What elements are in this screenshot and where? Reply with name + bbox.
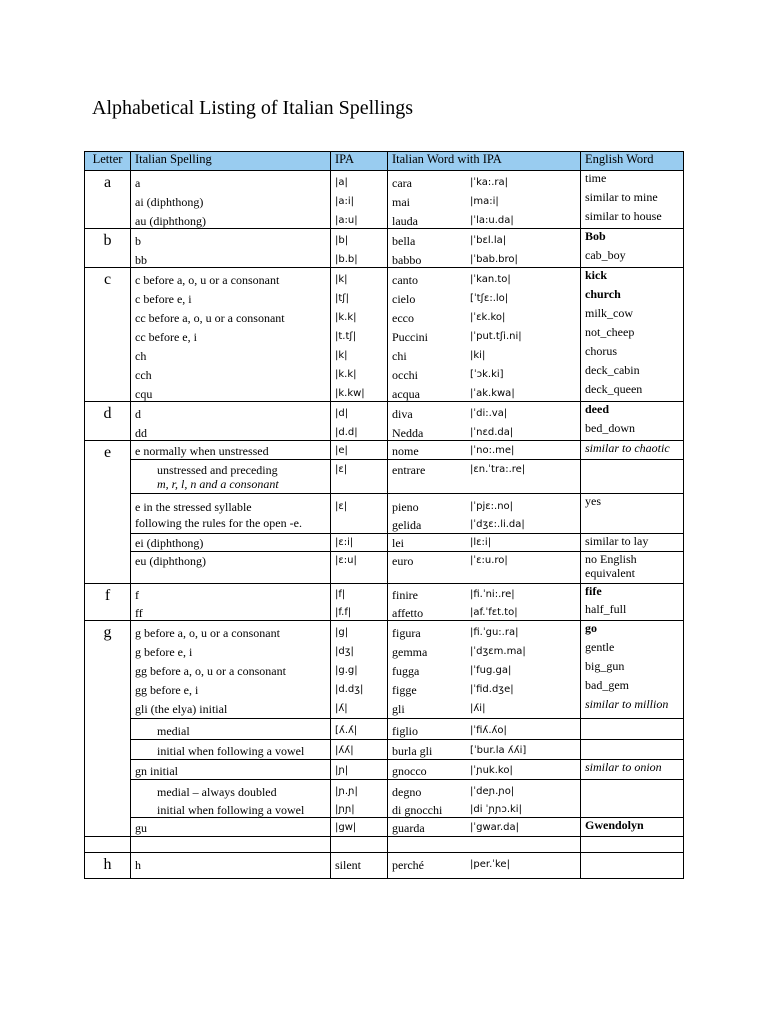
english-cell — [581, 760, 684, 780]
ipa-cell — [331, 494, 388, 534]
spelling-cell — [131, 441, 331, 460]
ipa-cell — [331, 818, 388, 837]
letter-cell: h — [85, 853, 131, 879]
ipa-text: |a:u| — [335, 215, 358, 226]
word-ipa: |ˈɲuk.ko| — [470, 765, 513, 776]
english-word: milk_cow — [585, 306, 633, 320]
ipa-cell — [331, 460, 388, 494]
spelling-cell — [131, 229, 331, 268]
spelling-cell — [131, 740, 331, 760]
spelling-cell — [131, 402, 331, 441]
word-ipa-cell — [388, 853, 581, 879]
spelling-text: b — [135, 234, 141, 248]
word-ipa-cell — [388, 740, 581, 760]
italian-word: gelida — [392, 518, 422, 532]
english-word: similar to lay — [585, 534, 649, 548]
word-ipa-cell — [388, 441, 581, 460]
word-ipa: |ˈak.kwa| — [470, 388, 515, 399]
ipa-text: |k.k| — [335, 312, 357, 323]
italian-word: bella — [392, 234, 416, 248]
word-ipa-cell — [388, 780, 581, 818]
header-italian-word: Italian Word with IPA — [388, 152, 581, 171]
table-row — [85, 818, 684, 837]
word-ipa: |per.ˈke| — [470, 859, 510, 870]
word-ipa-cell — [388, 818, 581, 837]
english-cell — [581, 229, 684, 268]
word-ipa: |ʎi| — [470, 703, 486, 714]
english-word: chorus — [585, 344, 617, 358]
word-ipa-cell — [388, 719, 581, 740]
english-word: half_full — [585, 602, 627, 616]
table-row — [85, 552, 684, 584]
word-ipa: |ki| — [470, 350, 486, 361]
header-letter: Letter — [85, 152, 131, 171]
ipa-text: |e| — [335, 445, 348, 456]
spelling-text: gn initial — [135, 764, 178, 778]
ipa-text: |dʒ| — [335, 646, 354, 657]
english-word: similar to onion — [585, 760, 662, 774]
word-ipa-cell — [388, 494, 581, 534]
table-row — [85, 494, 684, 534]
letter-cell: e — [85, 441, 131, 584]
english-word: big_gun — [585, 659, 625, 673]
spelling-text: medial – always doubled — [157, 785, 277, 799]
word-ipa: |ˈbɛl.la| — [470, 235, 507, 246]
ipa-cell — [331, 760, 388, 780]
spelling-cell — [131, 584, 331, 621]
spelling-text: d — [135, 407, 141, 421]
spelling-cell — [131, 853, 331, 879]
word-ipa: |ma:i| — [470, 196, 499, 207]
word-ipa-cell — [388, 268, 581, 402]
spelling-text: cch — [135, 368, 152, 382]
english-cell — [581, 719, 684, 740]
ipa-cell — [331, 229, 388, 268]
word-ipa: |ˈdeɲ.ɲo| — [470, 786, 515, 797]
spelling-text: ai (diphthong) — [135, 195, 204, 209]
ipa-cell — [331, 552, 388, 584]
ipa-cell — [331, 534, 388, 552]
italian-word: figura — [392, 626, 421, 640]
table-row — [85, 534, 684, 552]
italian-word: euro — [392, 554, 414, 568]
table-row — [85, 853, 684, 879]
english-word: Bob — [585, 229, 606, 243]
english-word: gentle — [585, 640, 615, 654]
table-row — [85, 780, 684, 818]
english-cell — [581, 853, 684, 879]
italian-word: Nedda — [392, 426, 424, 440]
ipa-cell — [331, 853, 388, 879]
spelling-text: cc before e, i — [135, 330, 197, 344]
english-cell — [581, 584, 684, 621]
ipa-cell — [331, 740, 388, 760]
spelling-cell — [131, 621, 331, 719]
english-cell — [581, 268, 684, 402]
spelling-text: h — [135, 858, 141, 872]
spelling-text: ff — [135, 606, 143, 620]
word-ipa: |ˈfug.ga| — [470, 665, 512, 676]
ipa-cell — [331, 441, 388, 460]
word-ipa: [ˈbur.la ʎʎi] — [470, 745, 527, 756]
spelling-cell — [131, 552, 331, 584]
english-word: go — [585, 621, 597, 635]
spelling-text: gg before e, i — [135, 683, 199, 697]
english-word: yes — [585, 494, 601, 508]
italian-word: figge — [392, 683, 417, 697]
word-ipa: |ˈfid.dʒe| — [470, 684, 514, 695]
italian-word: degno — [392, 785, 422, 799]
header-ipa: IPA — [331, 152, 388, 171]
spelling-cell — [131, 494, 331, 534]
ipa-text: |ɛ:u| — [335, 555, 357, 566]
ipa-text: |d.d| — [335, 427, 358, 438]
english-cell — [581, 402, 684, 441]
letter-cell: f — [85, 584, 131, 621]
italian-word: lei — [392, 536, 404, 550]
spelling-text: initial when following a vowel — [157, 803, 305, 817]
word-ipa-cell — [388, 552, 581, 584]
english-cell — [581, 780, 684, 818]
italian-word: figlio — [392, 724, 418, 738]
spelling-text: g before e, i — [135, 645, 193, 659]
ipa-text: |ʎ| — [335, 703, 348, 714]
ipa-text: |ɲ| — [335, 765, 349, 776]
italian-word: occhi — [392, 368, 418, 382]
spelling-text: ch — [135, 349, 147, 363]
english-cell — [581, 621, 684, 719]
english-word: bad_gem — [585, 678, 629, 692]
english-word: no English — [585, 552, 637, 566]
english-word: Gwendolyn — [585, 818, 644, 832]
spelling-text: m, r, l, n and a consonant — [157, 477, 279, 491]
english-cell — [581, 552, 684, 584]
spelling-cell — [131, 760, 331, 780]
italian-word: di gnocchi — [392, 803, 443, 817]
ipa-cell — [331, 780, 388, 818]
spelling-cell — [131, 460, 331, 494]
english-word: similar to house — [585, 209, 662, 223]
spelling-text: following the rules for the open -e. — [135, 516, 302, 530]
word-ipa: [ˈɔk.ki] — [470, 369, 504, 380]
spelling-cell — [131, 534, 331, 552]
italian-word: ecco — [392, 311, 414, 325]
italian-word: pieno — [392, 500, 419, 514]
ipa-text: |g| — [335, 627, 349, 638]
table-row — [85, 760, 684, 780]
word-ipa: |ˈfiʎ.ʎo| — [470, 725, 507, 736]
word-ipa: |ˈbab.bro| — [470, 254, 518, 265]
word-ipa-cell — [388, 229, 581, 268]
spelling-text: c before e, i — [135, 292, 192, 306]
header-english-word: English Word — [581, 152, 684, 171]
english-word: cab_boy — [585, 248, 626, 262]
word-ipa: |ˈpjɛ:.no| — [470, 501, 514, 512]
ipa-text: |k.kw| — [335, 388, 365, 399]
ipa-text: |d| — [335, 408, 349, 419]
ipa-text: |f| — [335, 589, 346, 600]
table-row — [85, 402, 684, 441]
ipa-text: |ɛ:i| — [335, 537, 354, 548]
letter-cell: d — [85, 402, 131, 441]
ipa-text: |b| — [335, 235, 349, 246]
ipa-text: |b.b| — [335, 254, 358, 265]
ipa-text: |ɛ| — [335, 501, 348, 512]
table-row — [85, 740, 684, 760]
italian-word: burla gli — [392, 744, 433, 758]
word-ipa: |lɛ:i| — [470, 537, 492, 548]
word-ipa: |ˈka:.ra| — [470, 177, 509, 188]
italian-word: gli — [392, 702, 405, 716]
ipa-text: |ɲɲ| — [335, 804, 355, 815]
italian-word: diva — [392, 407, 413, 421]
ipa-text: |t.tʃ| — [335, 331, 357, 342]
ipa-cell — [331, 621, 388, 719]
ipa-text: |k| — [335, 350, 348, 361]
word-ipa: |di ˈɲɲɔ.ki| — [470, 804, 522, 815]
spelling-text: f — [135, 588, 139, 602]
italian-word: mai — [392, 195, 410, 209]
word-ipa: |fi.ˈni:.re| — [470, 589, 515, 600]
italian-word: fugga — [392, 664, 420, 678]
spelling-text: bb — [135, 253, 147, 267]
english-word: equivalent — [585, 566, 635, 580]
italian-word: perché — [392, 858, 424, 872]
ipa-text: [ʎ.ʎ| — [335, 725, 358, 736]
english-word: similar to million — [585, 697, 669, 711]
spelling-text: gu — [135, 821, 147, 835]
word-ipa: [ˈtʃɛ:.lo| — [470, 293, 509, 304]
english-word: deck_queen — [585, 382, 643, 396]
italian-word: entrare — [392, 463, 426, 477]
letter-cell: g — [85, 621, 131, 837]
italian-word: gnocco — [392, 764, 427, 778]
ipa-cell — [331, 171, 388, 229]
table-row — [85, 460, 684, 494]
spelling-text: gli (the elya) initial — [135, 702, 228, 716]
ipa-text: silent — [335, 858, 361, 872]
letter-cell: c — [85, 268, 131, 402]
spelling-text: e in the stressed syllable — [135, 500, 252, 514]
spelling-cell — [131, 719, 331, 740]
word-ipa: |ˈput.tʃi.ni| — [470, 331, 522, 342]
word-ipa: |ɛn.ˈtra:.re| — [470, 464, 526, 475]
italian-word: lauda — [392, 214, 418, 228]
ipa-text: |f.f| — [335, 607, 352, 618]
ipa-text: |a| — [335, 177, 348, 188]
ipa-cell — [331, 584, 388, 621]
word-ipa-cell — [388, 534, 581, 552]
ipa-text: |d.dʒ| — [335, 684, 364, 695]
italian-word: chi — [392, 349, 407, 363]
ipa-text: |g.g| — [335, 665, 358, 676]
english-word: deed — [585, 402, 609, 416]
english-cell — [581, 818, 684, 837]
word-ipa: |ˈla:u.da| — [470, 215, 514, 226]
table-row — [85, 268, 684, 402]
page-title: Alphabetical Listing of Italian Spellings — [92, 97, 414, 119]
spelling-cell — [131, 780, 331, 818]
italian-word: affetto — [392, 606, 424, 620]
spelling-text: e normally when unstressed — [135, 444, 269, 458]
word-ipa: |ˈno:.me| — [470, 445, 515, 456]
table-row — [85, 441, 684, 460]
letter-cell: a — [85, 171, 131, 229]
word-ipa-cell — [388, 402, 581, 441]
ipa-text: |ɛ| — [335, 464, 348, 475]
word-ipa: |ˈnɛd.da| — [470, 427, 514, 438]
ipa-cell — [331, 268, 388, 402]
spelling-text: ei (diphthong) — [135, 536, 204, 550]
spelling-text: a — [135, 176, 141, 190]
english-cell — [581, 441, 684, 460]
word-ipa: |af.ˈfɛt.to| — [470, 607, 518, 618]
word-ipa: |ˈdʒɛm.ma| — [470, 646, 526, 657]
ipa-text: |ʎʎ| — [335, 745, 354, 756]
letter-cell: b — [85, 229, 131, 268]
italian-word: Puccini — [392, 330, 428, 344]
italian-word: babbo — [392, 253, 422, 267]
english-word: bed_down — [585, 421, 635, 435]
spelling-text: au (diphthong) — [135, 214, 206, 228]
word-ipa-cell — [388, 460, 581, 494]
italian-word: guarda — [392, 821, 425, 835]
word-ipa: |ˈdi:.va| — [470, 408, 508, 419]
word-ipa: |fi.ˈgu:.ra| — [470, 627, 519, 638]
spelling-text: unstressed and preceding — [157, 463, 278, 477]
english-word: not_cheep — [585, 325, 635, 339]
english-word: kick — [585, 268, 608, 282]
english-word: deck_cabin — [585, 363, 640, 377]
english-word: similar to mine — [585, 190, 658, 204]
spelling-text: dd — [135, 426, 147, 440]
spellings-table — [84, 151, 684, 879]
spelling-cell — [131, 818, 331, 837]
word-ipa-cell — [388, 621, 581, 719]
word-ipa-cell — [388, 760, 581, 780]
english-cell — [581, 534, 684, 552]
word-ipa: |ˈɛ:u.ro| — [470, 555, 508, 566]
ipa-cell — [331, 719, 388, 740]
table-row — [85, 171, 684, 229]
word-ipa-cell — [388, 171, 581, 229]
english-word: fife — [585, 584, 602, 598]
italian-word: cielo — [392, 292, 416, 306]
english-cell — [581, 460, 684, 494]
english-cell — [581, 494, 684, 534]
table-row — [85, 719, 684, 740]
table-row — [85, 621, 684, 719]
spelling-text: cc before a, o, u or a consonant — [135, 311, 285, 325]
header-italian-spelling: Italian Spelling — [131, 152, 331, 171]
italian-word: acqua — [392, 387, 420, 401]
english-word: similar to chaotic — [585, 441, 670, 455]
word-ipa: |ˈkan.to| — [470, 274, 511, 285]
word-ipa: |ˈɛk.ko| — [470, 312, 506, 323]
spelling-text: c before a, o, u or a consonant — [135, 273, 280, 287]
english-cell — [581, 171, 684, 229]
italian-word: canto — [392, 273, 418, 287]
word-ipa-cell — [388, 584, 581, 621]
italian-word: gemma — [392, 645, 428, 659]
spelling-cell — [131, 268, 331, 402]
ipa-cell — [331, 402, 388, 441]
ipa-text: |a:i| — [335, 196, 355, 207]
spelling-text: g before a, o, u or a consonant — [135, 626, 280, 640]
spelling-text: eu (diphthong) — [135, 554, 206, 568]
spelling-text: gg before a, o, u or a consonant — [135, 664, 286, 678]
ipa-text: |k.k| — [335, 369, 357, 380]
italian-word: cara — [392, 176, 412, 190]
ipa-text: |ɲ.ɲ| — [335, 786, 358, 797]
italian-word: nome — [392, 444, 419, 458]
table-row — [85, 584, 684, 621]
spacer-row — [85, 837, 684, 853]
ipa-text: |gw| — [335, 822, 357, 833]
spelling-text: initial when following a vowel — [157, 744, 305, 758]
english-cell — [581, 740, 684, 760]
spelling-cell — [131, 171, 331, 229]
english-word: church — [585, 287, 621, 301]
english-word: time — [585, 171, 607, 185]
ipa-text: |k| — [335, 274, 348, 285]
table-row — [85, 229, 684, 268]
italian-word: finire — [392, 588, 418, 602]
word-ipa: |ˈgwar.da| — [470, 822, 519, 833]
header-row — [85, 152, 684, 171]
spelling-text: cqu — [135, 387, 153, 401]
ipa-text: |tʃ| — [335, 293, 350, 304]
word-ipa: |ˈdʒɛ:.li.da| — [470, 519, 525, 530]
spelling-text: medial — [157, 724, 190, 738]
